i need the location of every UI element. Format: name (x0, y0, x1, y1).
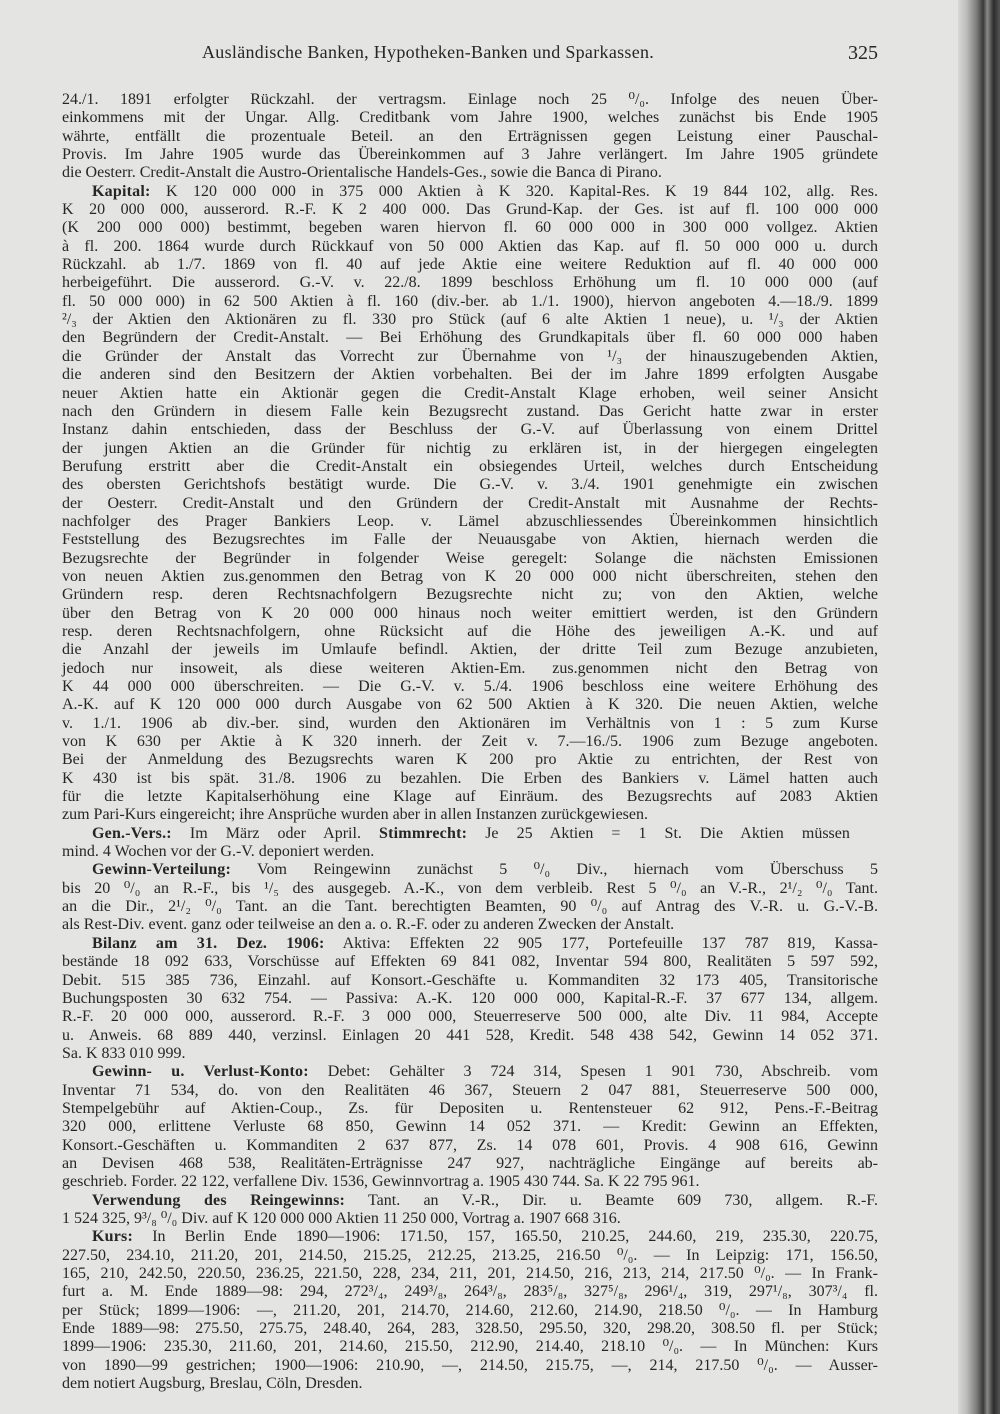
text-line (62, 806, 878, 824)
text-run: 165, 210, 242.50, 220.50, 236.25, 221.50, 228, 234, 211, 201, 214.50, 216, 213, 214, 217.50 ⁰/₀. — In Frank- (62, 1265, 878, 1282)
text-line (62, 1118, 878, 1136)
text-run: Debit. 515 385 736, Einzahl. auf Konsort.-Geschäfte u. Kommanditen 32 173 405, Transitorische (62, 971, 878, 989)
text-line (62, 770, 878, 788)
text-run: Buchungsposten 30 632 754. — Passiva: A.-K. 120 000 000, Kapital-R.-F. 37 677 134, allgem. (62, 989, 878, 1007)
text-line (62, 972, 878, 990)
paragraph (62, 91, 878, 183)
paragraph (62, 1228, 878, 1393)
text-run: von 1890—99 gestrichen; 1900—1906: 210.90, —, 214.50, 215.75, —, 214, 217.50 ⁰/₀. — Ausser- (62, 1356, 878, 1374)
book-binding-edge (958, 0, 1000, 1414)
text-run: A.-K. auf K 120 000 000 durch Ausgabe von 62 500 Aktien à K 320. Die neuen Aktien, welche (62, 696, 878, 714)
text-line (62, 476, 878, 494)
text-run: fl. 50 000 000) in 62 500 Aktien à fl. 160 (div.-ber. ab 1./1. 1900), hiervon angeboten 4.—18./9. 1899 (62, 292, 878, 310)
text-line (62, 1045, 878, 1063)
text-line (62, 1192, 878, 1210)
text-run: Rückzahl. ab 1./7. 1869 von fl. 40 auf jede Aktie eine weitere Reduktion auf fl. 40 000 000 (62, 256, 878, 274)
text-line (62, 91, 878, 109)
page-body-text (62, 91, 878, 1393)
text-line (62, 440, 878, 458)
text-line (62, 256, 878, 274)
text-run: zum Pari-Kurs eingereicht; ihre Ansprüche wurden aber in allen Instanzen zurückgewiesen. (62, 806, 648, 824)
text-run: Stempelgebühr auf Aktien-Coup., Zs. für Depositen u. Rentensteuer 62 912, Pens.-F.-Beitrag (62, 1099, 878, 1117)
text-line (62, 898, 878, 916)
text-line (62, 1302, 878, 1320)
text-run: die Oesterr. Credit-Anstalt die Austro-Orientalische Handels-Ges., sowie die Banca di Pirano. (62, 164, 662, 182)
text-run: jedoch nur insoweit, als diese weiteren Aktien-Em. zus.genommen nicht den Betrag von (62, 659, 878, 677)
text-run: für die letzte Kapitalserhöhung eine Klage auf Einräum. des Bezugsrechts auf 2083 Aktien (62, 788, 878, 806)
text-line (62, 274, 878, 292)
text-line (62, 1063, 878, 1081)
text-line (62, 1247, 878, 1265)
text-run: von K 630 per Aktie à K 320 innerh. der Zeit v. 7.—16./5. 1906 zum Bezuge angeboten. (62, 733, 878, 751)
text-run: Aktiva: Effekten 22 905 177, Portefeuille 137 787 819, Kassa- (324, 934, 878, 952)
text-line (62, 715, 878, 733)
text-run: per Stück; 1899—1906: —, 211.20, 201, 214.70, 214.60, 212.60, 214.90, 218.50 ⁰/₀. — In Hamburg (62, 1301, 878, 1319)
text-line (62, 861, 878, 879)
text-run: dem notiert Augsburg, Breslau, Cöln, Dresden. (62, 1375, 363, 1393)
text-run: In Berlin Ende 1890—1906: 171.50, 157, 165.50, 210.25, 244.60, 219, 235.30, 220.75, (133, 1228, 878, 1246)
text-line (62, 1008, 878, 1026)
text-run: K 44 000 000 überschreiten. — Die G.-V. v. 5./4. 1906 beschloss eine weitere Erhöhung des (62, 678, 878, 695)
text-line (62, 550, 878, 568)
text-line (62, 513, 878, 531)
text-line (62, 733, 878, 751)
text-run: furt a. M. Ende 1889—98: 294, 272³/₄, 249³/₈, 264³/₈, 283⁵/₈, 327⁵/₈, 296¹/₄, 319, 297¹/₈, 307³/₄ fl. (62, 1283, 878, 1301)
text-run: die Anzahl der jeweils im Umlaufe befindl. Aktien, der dritte Teil zum Bezuge anzubieten, (62, 641, 878, 659)
paragraph (62, 825, 878, 862)
text-run: als Rest-Div. event. ganz oder teilweise an den a. o. R.-F. oder zu anderen Zwecken der Anstalt. (62, 916, 675, 934)
text-run: 24./1. 1891 erfolgter Rückzahl. der vertragsm. Einlage noch 25 ⁰/₀. Infolge des neuen Über- (62, 91, 878, 108)
text-line (62, 678, 878, 696)
text-line (62, 605, 878, 623)
text-run: 320 000, erlittene Verluste 68 850, Gewinn 14 052 371. — Kredit: Gewinn an Effekten, (62, 1118, 878, 1136)
text-run: bis 20 ⁰/₀ an R.-F., bis ¹/₅ des ausgegeb. A.-K., von dem verbleib. Rest 5 ⁰/₀ an V.-R., 2¹/₂ ⁰/₀ Tant. (62, 879, 878, 897)
text-run: von neuen Aktien zus.genommen den Betrag von K 20 000 000 nicht überschreiten, stehen den (62, 567, 878, 585)
text-run: nachfolger des Prager Bankiers Leop. v. Lämel abzuschliessendes Übereinkommen hinsichtlich (62, 512, 878, 530)
text-run: K 120 000 000 in 375 000 Aktien à K 320. Kapital-Res. K 19 844 102, allg. Res. (150, 182, 878, 200)
text-line (62, 421, 878, 439)
text-line (62, 568, 878, 586)
paragraph (62, 1192, 878, 1229)
text-line (62, 1338, 878, 1356)
paragraph (62, 183, 878, 825)
text-run: den Begründern der Credit-Anstalt. — Bei Erhöhung des Grundkapitals über fl. 60 000 000 haben (62, 329, 878, 347)
text-run: 227.50, 234.10, 211.20, 201, 214.50, 215.25, 212.25, 213.25, 216.50 ⁰/₀. — In Leipzig: 171, 156.50, (62, 1246, 878, 1264)
text-line (62, 1210, 878, 1228)
text-line (62, 128, 878, 146)
text-line (62, 623, 878, 641)
text-run: Im März oder April. (171, 824, 380, 842)
text-line (62, 531, 878, 549)
text-line (62, 1375, 878, 1393)
text-run: K 20 000 000, ausserord. R.-F. K 2 400 000. Das Grund-Kap. der Ges. ist auf fl. 100 000 000 (62, 201, 878, 219)
text-run: die Gründer der Anstalt das Vorrecht zur Übernahme von ¹/₃ der hinauszugebenden Aktien, (62, 347, 878, 365)
text-run: einkommens mit der Ungar. Allg. Creditbank vom Jahre 1900, welches zunächst bis Ende 1905 (62, 109, 878, 127)
text-run: Vom Reingewinn zunächst 5 ⁰/₀ Div., hiernach vom Überschuss 5 (231, 861, 878, 879)
text-run: an Devisen 468 538, Realitäten-Erträgnisse 247 927, nachträgliche Eingänge auf bereits ab- (62, 1154, 878, 1172)
text-line (62, 1137, 878, 1155)
text-line (62, 788, 878, 806)
text-run: Bezugsrechte der Begründer in folgender Weise geregelt: Solange die nächsten Emissionen (62, 549, 878, 567)
text-run: Bei der Anmeldung des Bezugsrechts waren K 200 pro Aktie zu entrichten, der Rest von (62, 751, 878, 769)
section-label: Gewinn-Verteilung: (92, 861, 232, 879)
text-line (62, 641, 878, 659)
text-line (62, 843, 878, 861)
text-run: des obersten Gerichtshofs bestätigt wurde. Die G.-V. v. 3./4. 1901 genehmigte ein zwischen (62, 476, 878, 494)
text-line (62, 1283, 878, 1301)
text-line (62, 696, 878, 714)
text-run: resp. deren Rechtsnachfolgern, ohne Rücksicht auf die Höhe des jeweiligen A.-K. und auf (62, 622, 878, 640)
section-label: Gewinn- u. Verlust-Konto: (92, 1063, 309, 1081)
text-line (62, 1082, 878, 1100)
section-label: Verwendung des Reingewinns: (92, 1191, 346, 1209)
text-line (62, 366, 878, 384)
text-line (62, 1357, 878, 1375)
text-line (62, 329, 878, 347)
section-label: Kapital: (92, 182, 151, 200)
text-line (62, 458, 878, 476)
text-run: über den Betrag von K 20 000 000 hinaus noch weiter emittiert werden, ist den Gründern (62, 604, 878, 622)
paragraph (62, 935, 878, 1063)
text-line (62, 935, 878, 953)
text-run: ²/₃ der Aktien den Aktionären zu fl. 330 pro Stück (auf 6 alte Aktien 1 neue), u. ¹/₃ der Aktien (62, 311, 878, 329)
text-line (62, 238, 878, 256)
text-line (62, 1265, 878, 1283)
text-line (62, 385, 878, 403)
text-line (62, 495, 878, 513)
text-run: nach den Gründern in diesem Falle kein Bezugsrecht zustand. Das Gericht hatte zwar in erster (62, 402, 878, 420)
paragraph (62, 861, 878, 934)
text-run: K 430 ist bis spät. 31./8. 1906 zu bezahlen. Die Erben des Bankiers v. Lämel hatten auch (62, 769, 878, 787)
text-run: bestände 18 092 633, Vorschüsse auf Effekten 69 841 082, Inventar 594 800, Realitäten 5 597 592, (62, 953, 878, 971)
text-run: Konsort.-Geschäften u. Kommanditen 2 637 877, Zs. 14 078 601, Provis. 4 908 616, Gewinn (62, 1136, 878, 1154)
text-run: Ende 1889—98: 275.50, 275.75, 248.40, 264, 283, 328.50, 295.50, 320, 298.20, 308.50 fl. per Stück; (62, 1320, 878, 1338)
text-run: v. 1./1. 1906 ab div.-ber. sind, wurden den Aktionären im Verhältnis von 1 : 5 zum Kurse (62, 714, 878, 732)
text-line (62, 293, 878, 311)
text-line (62, 953, 878, 971)
text-run: Instanz dahin entschieden, dass der Beschluss der G.-V. auf Überlassung von einem Drittel (62, 421, 878, 439)
text-run: Berufung erstritt aber die Credit-Anstalt ein obsiegendes Urteil, welches durch Entscheidung (62, 457, 878, 475)
text-run: der Oesterr. Credit-Anstalt und den Gründern der Credit-Anstalt mit Ausnahme der Rechts- (62, 494, 878, 512)
text-run: Je 25 Aktien = 1 St. Die Aktien müssen (467, 824, 850, 842)
text-line (62, 1027, 878, 1045)
text-run: neuer Aktien hatte ein Aktionär gegen die Credit-Anstalt Klage erhoben, weil seiner Ansicht (62, 384, 878, 402)
running-header-title: Ausländische Banken, Hypotheken-Banken und Sparkassen. (202, 42, 655, 62)
text-run: 1 524 325, 9³/₈ ⁰/₀ Div. auf K 120 000 000 Aktien 11 250 000, Vortrag a. 1907 668 316. (62, 1209, 621, 1227)
text-run: Gründern resp. deren Rechtsnachfolgern Bezugsrechte nicht zu; von den Aktien, welche (62, 586, 878, 604)
text-line (62, 164, 878, 182)
text-line (62, 311, 878, 329)
text-run: (K 200 000 000) bestimmt, begeben waren hiervon fl. 60 000 000 in 300 000 vollgez. Aktien (62, 219, 878, 237)
text-run: die anderen sind den Besitzern der Aktien vorbehalten. Bei der im Jahre 1899 erfolgten Ausgabe (62, 366, 878, 384)
section-label: Gen.-Vers.: (92, 824, 172, 842)
text-run: herbeigeführt. Die ausserord. G.-V. v. 22./8. 1899 beschloss Erhöhung um fl. 10 000 000 (auf (62, 274, 878, 292)
text-line (62, 1173, 878, 1191)
text-run: Inventar 71 534, do. von den Realitäten 46 367, Steuern 2 047 881, Steuerreserve 500 000, (62, 1081, 878, 1099)
text-run: Tant. an V.-R., Dir. u. Beamte 609 730, allgem. R.-F. (345, 1191, 879, 1209)
text-run: an die Dir., 2¹/₂ ⁰/₀ Tant. an die Tant. berechtigten Beamten, 90 ⁰/₀ auf Antrag des V.-R. u. G.-V.-B. (62, 898, 878, 916)
text-run: à fl. 200. 1864 wurde durch Rückkauf von 50 000 Aktien das Kap. auf fl. 50 000 000 u. durch (62, 237, 878, 255)
paragraph (62, 1063, 878, 1191)
text-line (62, 219, 878, 237)
text-line (62, 990, 878, 1008)
text-line (62, 751, 878, 769)
section-label: Stimmrecht: (379, 824, 468, 842)
text-run: geschrieb. Forder. 22 122, verfallene Div. 1536, Gewinnvortrag a. 1905 430 744. Sa. K 22 795 961. (62, 1173, 700, 1191)
text-run: 1899—1906: 235.30, 211.60, 201, 214.60, 215.50, 212.90, 214.40, 218.10 ⁰/₀. — In München: Kurs (62, 1338, 878, 1356)
page-number: 325 (848, 42, 878, 64)
text-line (62, 403, 878, 421)
section-label: Bilanz am 31. Dez. 1906: (92, 934, 325, 952)
text-run: mind. 4 Wochen vor der G.-V. deponiert werden. (62, 843, 375, 861)
text-line (62, 183, 878, 201)
text-line (62, 348, 878, 366)
text-run: Provis. Im Jahre 1905 wurde das Übereinkommen auf 3 Jahre verlängert. Im Jahre 1905 gründete (62, 146, 878, 164)
text-run: R.-F. 20 000 000, ausserord. R.-F. 3 000 000, Steuerreserve 500 000, alte Div. 11 984, Accepte (62, 1008, 878, 1026)
text-line (62, 825, 878, 843)
text-run: Debet: Gehälter 3 724 314, Spesen 1 901 730, Abschreib. vom (308, 1063, 879, 1081)
text-line (62, 880, 878, 898)
text-line (62, 916, 878, 934)
text-line (62, 1155, 878, 1173)
text-line (62, 1228, 878, 1246)
text-run: Feststellung des Bezugsrechtes im Falle der Neuausgabe von Aktien, hiernach werden die (62, 531, 878, 549)
section-label: Kurs: (92, 1228, 133, 1246)
text-line (62, 109, 878, 127)
text-line (62, 1320, 878, 1338)
text-run: Sa. K 833 010 999. (62, 1044, 186, 1062)
text-run: u. Anweis. 68 889 440, verzinsl. Einlagen 20 441 528, Kredit. 548 438 542, Gewinn 14 052 371. (62, 1026, 878, 1044)
text-line (62, 1100, 878, 1118)
text-line (62, 660, 878, 678)
text-run: währte, entfällt die prozentuale Beteil. an den Erträgnissen gegen Leistung einer Pauschal- (62, 127, 878, 145)
text-line (62, 201, 878, 219)
text-line (62, 146, 878, 164)
text-line (62, 586, 878, 604)
running-header (62, 42, 878, 66)
text-run: der jungen Aktien an die Gründer für nichtig zu erklären ist, in der hiergegen eingelegten (62, 439, 878, 457)
